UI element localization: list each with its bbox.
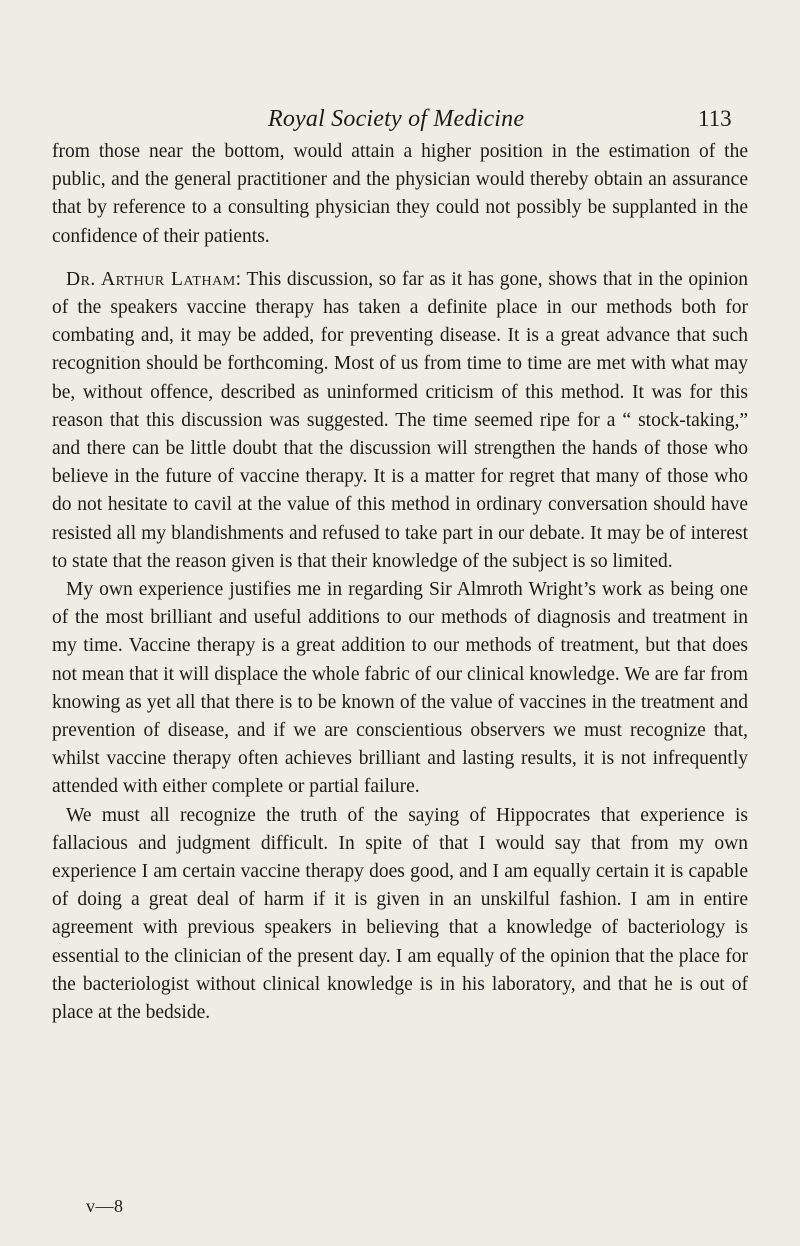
paragraph-hippocrates: We must all recognize the truth of the saying of Hippocrates that experience is fallacious and judgment difficult. In spite of that I would say that from my own experience I am certain vaccine therapy does good, and I am equally certain it is capable of doing a great deal of harm if it is given in an unskilful fashion. I am in entire agreement with previous speakers in believing that a knowledge of bacteriology is essential to the clinician of the present day. I am equally of the opinion that the place for the bacteriologist without clinical knowledge is in his laboratory, and that he is out of place at the bedside. — [52, 804, 748, 1024]
speaker-name: Dr. Arthur Latham — [66, 268, 236, 290]
paragraph-latham — [52, 266, 748, 576]
body-text — [52, 138, 748, 1027]
paragraph-continuation: from those near the bottom, would attain a higher position in the estimation of the public, and the general practitioner and the physician would thereby obtain an assurance that by reference to a consulting physician they could not possibly be supplanted in the confidence of their patients. — [52, 141, 748, 247]
paragraph-latham-text: : This discussion, so far as it has gone, shows that in the opinion of the speakers vaccine therapy has taken a definite place in our methods both for combating and, it may be added, for preventing disease. It is a great advance that such recognition should be forthcoming. Most of us from time to time are met with what may be, without offence, described as uninformed criticism of this method. It was for this reason that this discussion was suggested. The time seemed ripe for a “ stock-taking,” and there can be little doubt that the discussion will strengthen the hands of those who believe in the future of vaccine therapy. It is a matter for regret that many of those who do not hesitate to cavil at the value of this method in ordinary conversation should have resisted all my blandishments and refused to take part in our debate. It may be of interest to state that the reason given is that their knowledge of the subject is so limited. — [52, 268, 748, 572]
paragraph-experience: My own experience justifies me in regarding Sir Almroth Wright’s work as being one of the most brilliant and useful additions to our methods of diagnosis and treatment in my time. Vaccine therapy is a great addition to our methods of treatment, but that does not mean that it will displace the whole fabric of our clinical knowledge. We are far from knowing as yet all that there is to be known of the value of vaccines in the treatment and prevention of disease, and if we are conscientious observers we must recognize that, whilst vaccine therapy often achieves brilliant and lasting results, it is not infrequently attended with either complete or partial failure. — [52, 579, 748, 798]
signature-mark: v—8 — [86, 1196, 124, 1216]
page-header — [0, 96, 800, 136]
running-title: Royal Society of Medicine — [268, 106, 525, 132]
page-number: 113 — [698, 106, 732, 131]
